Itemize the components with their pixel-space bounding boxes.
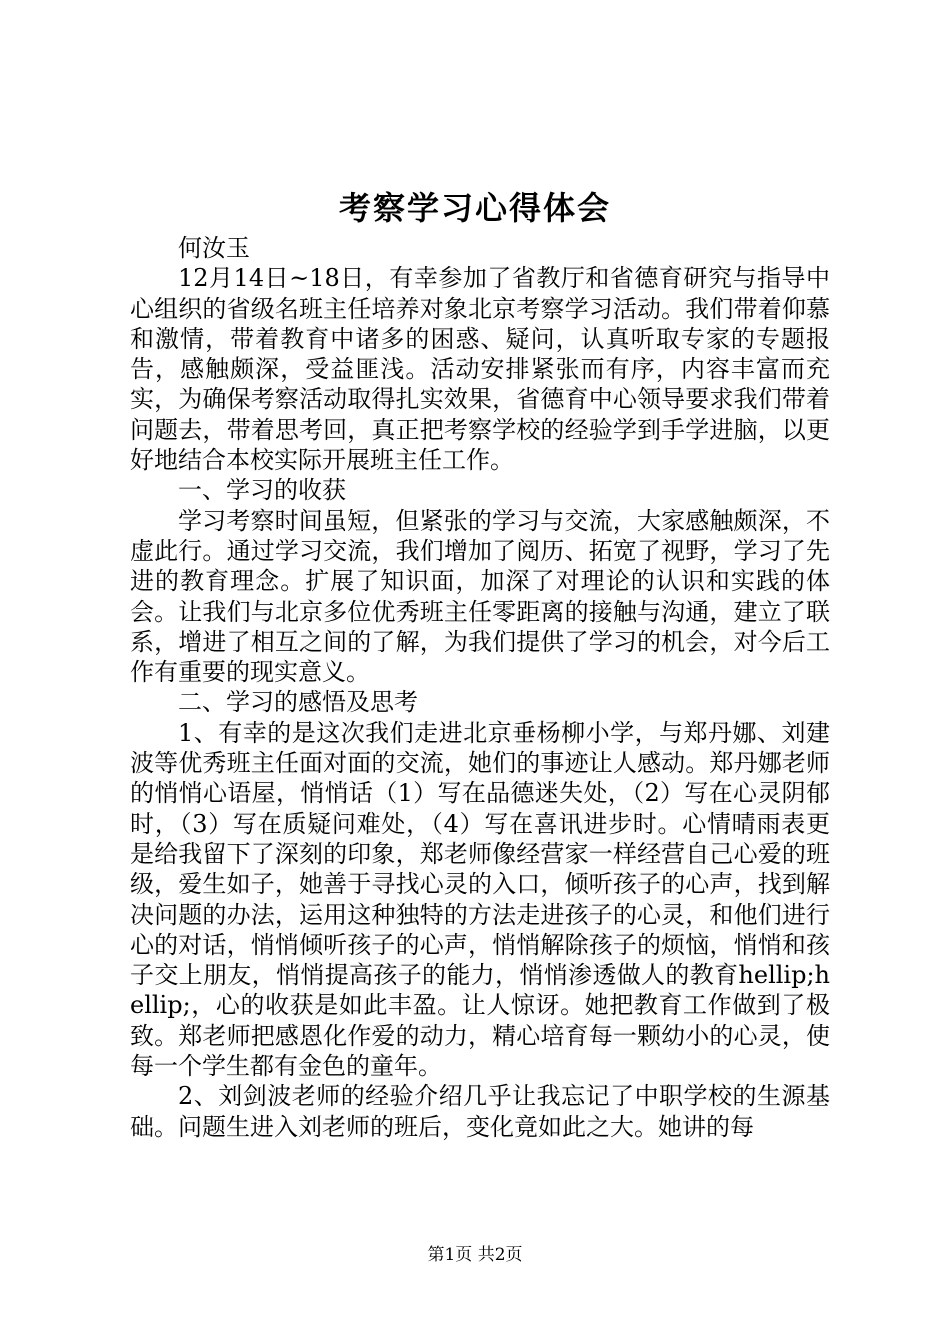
section-heading-1: 一、学习的收获	[178, 476, 346, 505]
page-number-footer: 第1页 共2页	[427, 1245, 523, 1265]
section-heading-2: 二、学习的感悟及思考	[178, 688, 418, 717]
paragraph-gains: 学习考察时间虽短，但紧张的学习与交流，大家感触颇深，不虚此行。通过学习交流，我们增加了阅历、拓宽了视野，学习了先进的教育理念。扩展了知识面，加深了对理论的认识和实践的体会。让我们与北京多位优秀班主任零距离的接触与沟通，建立了联系，增进了相互之间的了解，为我们提供了学习的机会，对今后工作有重要的现实意义。	[130, 506, 830, 687]
document-body	[130, 233, 830, 1142]
paragraph-reflection-2: 2、刘剑波老师的经验介绍几乎让我忘记了中职学校的生源基础。问题生进入刘老师的班后，变化竟如此之大。她讲的每	[130, 1082, 830, 1141]
paragraph-reflection-1: 1、有幸的是这次我们走进北京垂杨柳小学，与郑丹娜、刘建波等优秀班主任面对面的交流，她们的事迹让人感动。郑丹娜老师的悄悄心语屋，悄悄话（1）写在品德迷失处，（2）写在心灵阴郁时，（3）写在质疑问难处，（4）写在喜讯进步时。心情晴雨表更是给我留下了深刻的印象，郑老师像经营家一样经营自己心爱的班级，爱生如子，她善于寻找心灵的入口，倾听孩子的心声，找到解决问题的办法，运用这种独特的方法走进孩子的心灵，和他们进行心的对话，悄悄倾听孩子的心声，悄悄解除孩子的烦恼，悄悄和孩子交上朋友，悄悄提高孩子的能力，悄悄渗透做人的教育hellip;hellip;，心的收获是如此丰盈。让人惊讶。她把教育工作做到了极致。郑老师把感恩化作爱的动力，精心培育每一颗幼小的心灵，使每一个学生都有金色的童年。	[130, 718, 830, 1081]
document-title: 考察学习心得体会	[338, 189, 611, 227]
author-line: 何汝玉	[178, 234, 250, 262]
paragraph-intro: 12月14日~18日，有幸参加了省教厅和省德育研究与指导中心组织的省级名班主任培养对象北京考察学习活动。我们带着仰慕和激情，带着教育中诸多的困惑、疑问，认真听取专家的专题报告，感触颇深，受益匪浅。活动安排紧张而有序，内容丰富而充实，为确保考察活动取得扎实效果，省德育中心领导要求我们带着问题去，带着思考回，真正把考察学校的经验学到手学进脑，以更好地结合本校实际开展班主任工作。	[130, 264, 830, 475]
